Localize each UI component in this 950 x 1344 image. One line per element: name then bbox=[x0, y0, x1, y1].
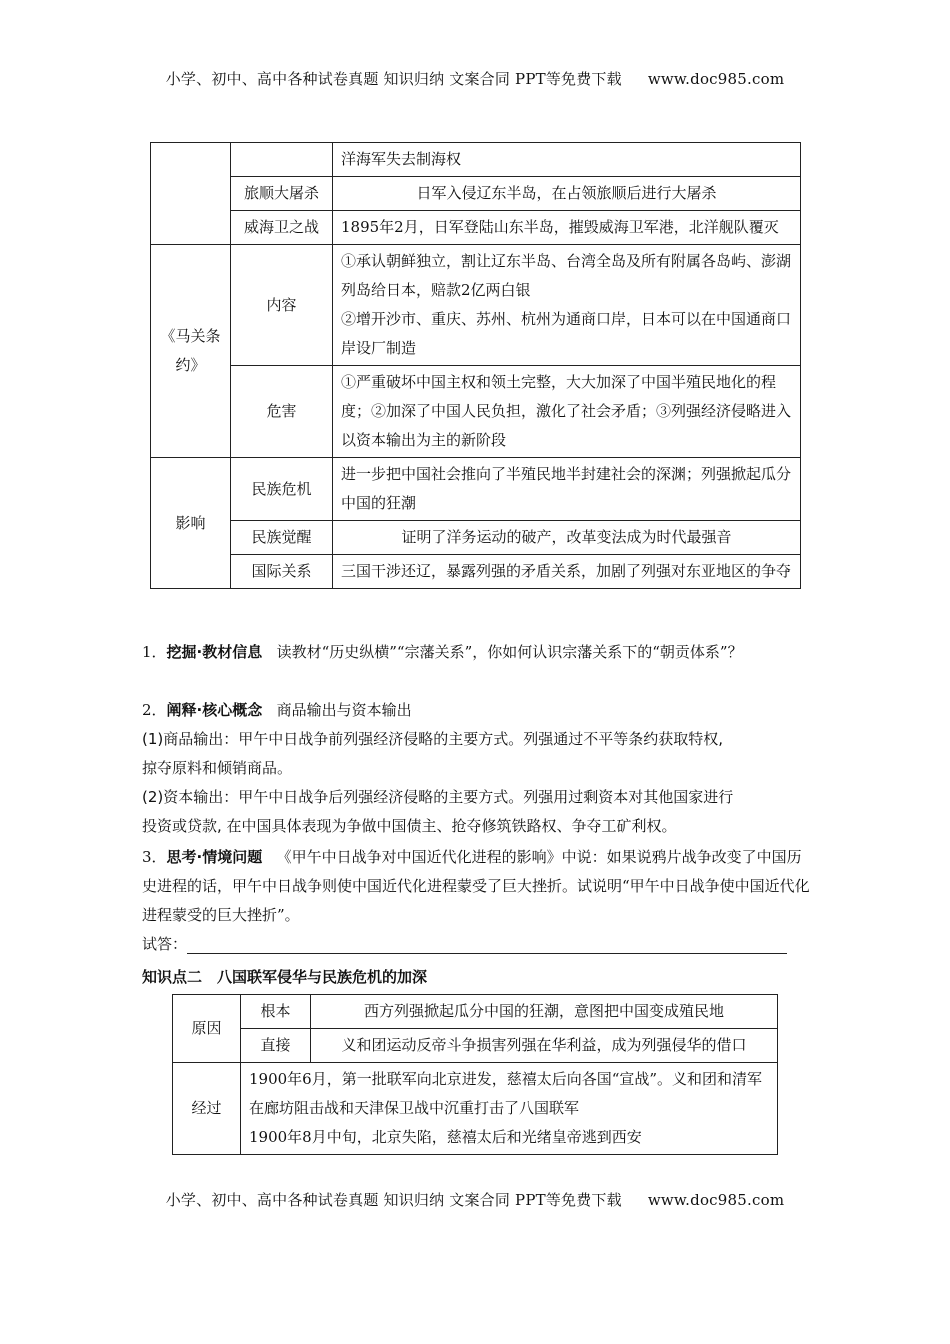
question-2 bbox=[142, 696, 810, 841]
table-cell-treaty: 《马关条约》 bbox=[151, 245, 231, 458]
table-cell: 1895年2月，日军登陆山东半岛，摧毁威海卫军港，北洋舰队覆灭 bbox=[333, 211, 801, 245]
question-number: 1． bbox=[142, 643, 167, 661]
table-cell: 义和团运动反帝斗争损害列强在华利益，成为列强侵华的借口 bbox=[311, 1029, 778, 1063]
table-cell: 西方列强掀起瓜分中国的狂潮，意图把中国变成殖民地 bbox=[311, 995, 778, 1029]
answer-line: (2)资本输出：甲午中日战争后列强经济侵略的主要方式。列强用过剩资本对其他国家进行 bbox=[142, 788, 734, 806]
table-cell-label: 国际关系 bbox=[231, 555, 333, 589]
table-cell-empty bbox=[231, 143, 333, 177]
question-text: 读教材“历史纵横”“宗藩关系”，你如何认识宗藩关系下的“朝贡体系”？ bbox=[276, 643, 743, 661]
question-text: 商品输出与资本输出 bbox=[276, 701, 412, 719]
process-item-2: 1900年8月中旬，北京失陷，慈禧太后和光绪皇帝逃到西安 bbox=[249, 1128, 642, 1146]
answer-line: (1)商品输出：甲午中日战争前列强经济侵略的主要方式。列强通过不平等条约获取特权, bbox=[142, 730, 724, 748]
question-1 bbox=[142, 638, 810, 667]
table-row bbox=[151, 211, 801, 245]
table-cell bbox=[333, 245, 801, 366]
footer-text: 小学、初中、高中各种试卷真题 知识归纳 文案合同 PPT等免费下载 bbox=[165, 1191, 622, 1209]
question-text: 《甲午中日战争对中国近代化进程的影响》中说：如果说鸦片战争改变了中国历史进程的话，甲午中日战争则使中国近代化进程蒙受了巨大挫折。试说明“甲午中日战争使中国近代化进程蒙受的巨大挫折”。 bbox=[142, 848, 810, 924]
header-site: www.doc985.com bbox=[647, 70, 785, 88]
table-row bbox=[151, 521, 801, 555]
table-cell-label: 民族觉醒 bbox=[231, 521, 333, 555]
table-row bbox=[151, 555, 801, 589]
table-cell-cause: 原因 bbox=[173, 995, 241, 1063]
question-3 bbox=[142, 843, 810, 930]
content-item-1: ①承认朝鲜独立，割让辽东半岛、台湾全岛及所有附属各岛屿、澎湖列岛给日本，赔款2亿两白银 bbox=[341, 252, 792, 299]
question-title: 思考·情境问题 bbox=[166, 848, 263, 866]
table-row bbox=[151, 245, 801, 366]
table-cell: ①严重破坏中国主权和领土完整，大大加深了中国半殖民地化的程度；②加深了中国人民负担，激化了社会矛盾；③列强经济侵略进入以资本输出为主的新阶段 bbox=[333, 366, 801, 458]
table-cell-label: 威海卫之战 bbox=[231, 211, 333, 245]
answer-row bbox=[142, 930, 810, 959]
table-cell-label: 内容 bbox=[231, 245, 333, 366]
table-row bbox=[151, 177, 801, 211]
table-row bbox=[151, 143, 801, 177]
answer-line: 掠夺原料和倾销商品。 bbox=[142, 759, 293, 777]
table-cell: 三国干涉还辽，暴露列强的矛盾关系，加剧了列强对东亚地区的争夺 bbox=[333, 555, 801, 589]
page-footer bbox=[0, 1189, 950, 1210]
table-eight-nation-alliance bbox=[172, 994, 778, 1155]
table-cell-label: 危害 bbox=[231, 366, 333, 458]
table-cell-process: 经过 bbox=[173, 1063, 241, 1155]
table-row bbox=[173, 1029, 778, 1063]
process-item-1: 1900年6月，第一批联军向北京进发，慈禧太后向各国“宣战”。义和团和清军在廊坊阻击战和天津保卫战中沉重打击了八国联军 bbox=[249, 1070, 763, 1117]
table-cell-label: 民族危机 bbox=[231, 458, 333, 521]
table-row bbox=[173, 1063, 778, 1155]
table-cell-empty bbox=[151, 143, 231, 245]
question-number: 3． bbox=[142, 848, 167, 866]
answer-label: 试答： bbox=[142, 935, 188, 953]
table-cell bbox=[241, 1063, 778, 1155]
answer-blank[interactable] bbox=[187, 937, 787, 954]
table-cell: 日军入侵辽东半岛，在占领旅顺后进行大屠杀 bbox=[333, 177, 801, 211]
table-cell-label: 直接 bbox=[241, 1029, 311, 1063]
question-number: 2． bbox=[142, 701, 167, 719]
table-sino-japanese-war bbox=[150, 142, 801, 589]
table-cell-label: 根本 bbox=[241, 995, 311, 1029]
table-cell: 证明了洋务运动的破产，改革变法成为时代最强音 bbox=[333, 521, 801, 555]
table-cell: 洋海军失去制海权 bbox=[333, 143, 801, 177]
content-item-2: ②增开沙市、重庆、苏州、杭州为通商口岸，日本可以在中国通商口岸设厂制造 bbox=[341, 310, 792, 357]
table-row bbox=[173, 995, 778, 1029]
question-title: 挖掘·教材信息 bbox=[166, 643, 263, 661]
table-row bbox=[151, 458, 801, 521]
table-cell-impact: 影响 bbox=[151, 458, 231, 589]
page-header bbox=[0, 68, 950, 89]
footer-site: www.doc985.com bbox=[647, 1191, 785, 1209]
table-cell: 进一步把中国社会推向了半殖民地半封建社会的深渊；列强掀起瓜分中国的狂潮 bbox=[333, 458, 801, 521]
section-title: 知识点二 八国联军侵华与民族危机的加深 bbox=[142, 968, 428, 986]
table-row bbox=[151, 366, 801, 458]
answer-line: 投资或贷款, 在中国具体表现为争做中国债主、抢夺修筑铁路权、争夺工矿利权。 bbox=[142, 817, 677, 835]
question-title: 阐释·核心概念 bbox=[166, 701, 263, 719]
table-cell-label: 旅顺大屠杀 bbox=[231, 177, 333, 211]
header-text: 小学、初中、高中各种试卷真题 知识归纳 文案合同 PPT等免费下载 bbox=[165, 70, 622, 88]
